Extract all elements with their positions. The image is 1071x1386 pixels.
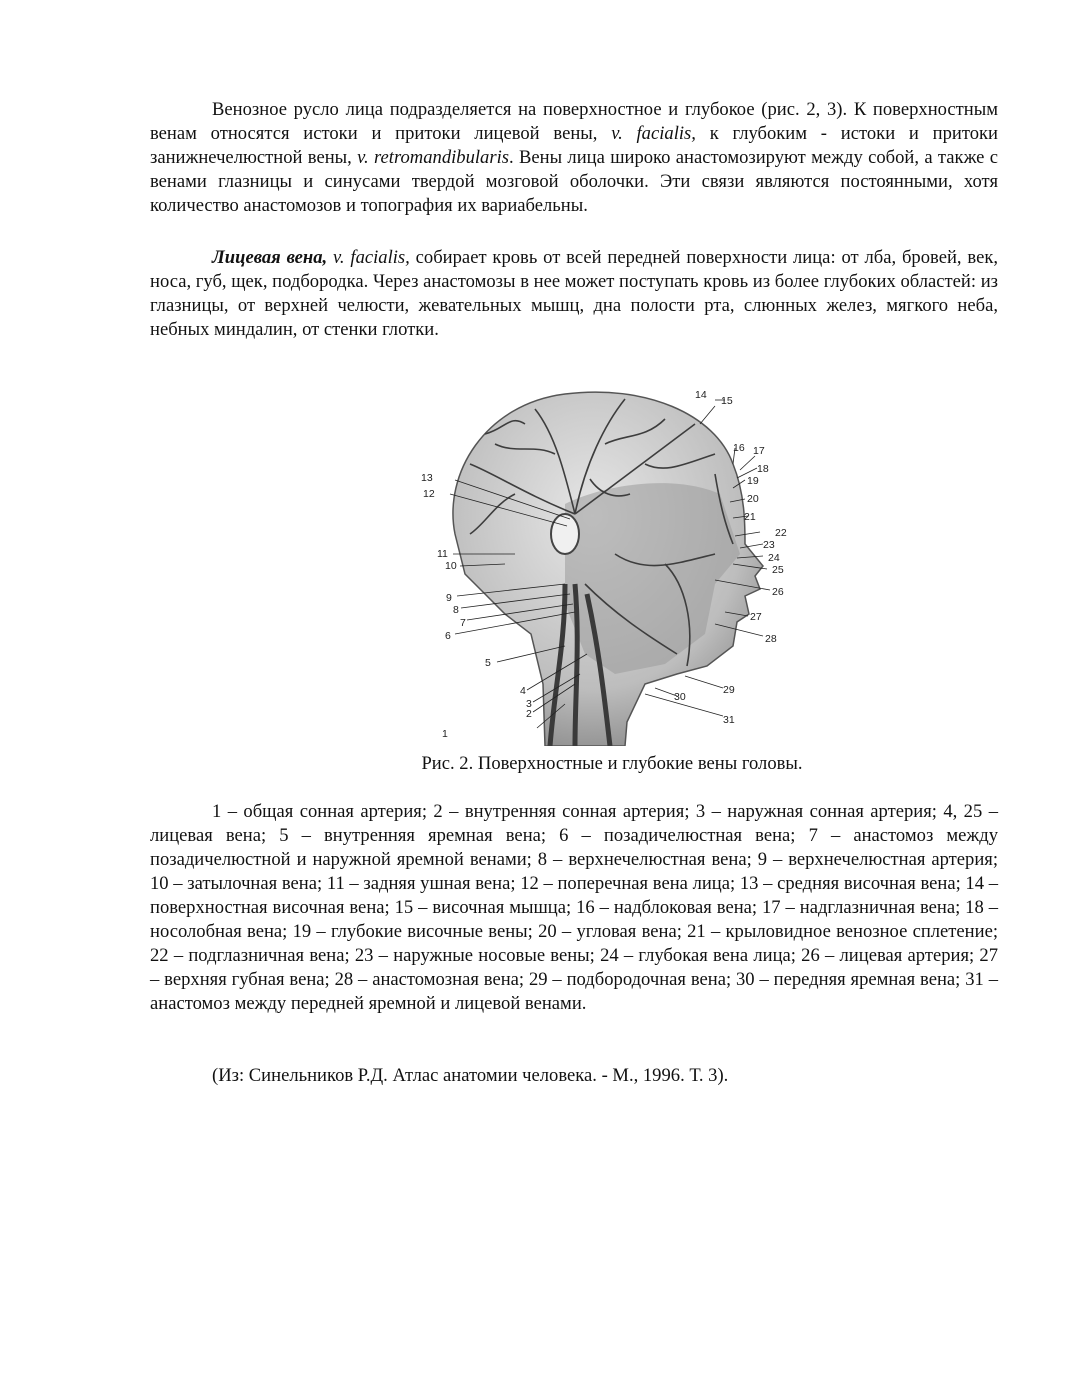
fig-label-14: 14 [695, 389, 707, 401]
fig-label-19: 19 [747, 475, 759, 487]
paragraph-facial-vein [150, 246, 998, 342]
fig-label-1: 1 [442, 728, 448, 740]
p1-part-1: Венозное русло лица подразделяется на поверхностное и глубокое (рис. 2, 3). К поверхностным венам относятся истоки и притоки лицевой вены, [150, 99, 998, 144]
figure-legend [150, 800, 998, 1016]
fig-label-15: 15 [721, 395, 733, 407]
fig-label-8: 8 [453, 604, 459, 616]
fig-label-4: 4 [520, 685, 526, 697]
p2-body: собирает кровь от всей передней поверхности лица: от лба, бровей, век, носа, губ, щек, подбородка. Через анастомозы в нее может поступать кровь из более глубоких областей: из глазницы, от верхней челюсти, жевательных мышц, дна полости рта, слюнных желез, мягкого неба, небных миндалин, от стенки глотки. [150, 247, 999, 340]
head-veins-illustration [415, 384, 805, 746]
latin-term-facialis-2: v. facialis, [327, 247, 410, 268]
paragraph-1-text [150, 98, 998, 218]
p1-part-3: . Вены лица широко анастомозируют между собой, а также с венами глазницы и синусами твердой мозговой оболочки. Эти связи являются постоянными, хотя количество анастомозов и топография их вариабельны. [150, 147, 999, 216]
fig-label-13: 13 [421, 472, 433, 484]
fig-label-9: 9 [446, 592, 452, 604]
latin-term-retromandibularis: v. retromandibularis [357, 147, 509, 168]
paragraph-venous-bed [150, 98, 998, 218]
fig-label-6: 6 [445, 630, 451, 642]
fig-label-26: 26 [772, 586, 784, 598]
fig-label-3: 3 [526, 698, 532, 710]
fig-label-27: 27 [750, 611, 762, 623]
fig-label-20: 20 [747, 493, 759, 505]
fig-label-30: 30 [674, 691, 686, 703]
fig-label-17: 17 [753, 445, 765, 457]
source-citation [150, 1064, 998, 1088]
fig-label-5: 5 [485, 657, 491, 669]
figure-caption: Рис. 2. Поверхностные и глубокие вены головы. [421, 753, 803, 774]
fig-label-16: 16 [733, 442, 745, 454]
fig-label-12: 12 [423, 488, 435, 500]
ear [551, 514, 579, 554]
fig-label-11: 11 [437, 548, 448, 560]
latin-term-facialis: v. facialis, [611, 123, 696, 144]
fig-label-10: 10 [445, 560, 457, 572]
fig-label-25: 25 [772, 564, 784, 576]
fig-label-24: 24 [768, 552, 780, 564]
fig-label-23: 23 [763, 539, 775, 551]
paragraph-2-text [150, 246, 998, 342]
fig-label-31: 31 [723, 714, 735, 726]
fig-label-22: 22 [775, 527, 787, 539]
legend-text: 1 – общая сонная артерия; 2 – внутренняя сонная артерия; 3 – наружная сонная артерия; 4, 25 – лицевая вена; 5 – внутренняя яремная вена; 6 – позадичелюстная вена; 7 – анастомоз между позадичелюстной и наружной яремной венами; 8 – верхнечелюстная вена; 9 – верхнечелюстная артерия; 10 – затылочная вена; 11 – задняя ушная вена; 12 – поперечная вена лица; 13 – средняя височная вена; 14 – поверхностная височная вена; 15 – височная мышца; 16 – надблоковая вена; 17 – надглазничная вена; 18 – носолобная вена; 19 – глубокие височные вены; 20 – угловая вена; 21 – крыловидное венозное сплетение; 22 – подглазничная вена; 23 – наружные носовые вены; 24 – глубокая вена лица; 26 – лицевая артерия; 27 – верхняя губная вена; 28 – анастомозная вена; 29 – подбородочная вена; 30 – передняя яремная вена; 31 – анастомоз между передней яремной и лицевой венами. [150, 801, 998, 1014]
fig-label-29: 29 [723, 684, 735, 696]
fig-label-21: 21 [744, 511, 756, 523]
term-facial-vein: Лицевая вена, [212, 247, 328, 268]
p1-part-2: к глубоким - истоки и притоки занижнечелюстной вены, [150, 123, 999, 168]
source-text: (Из: Синельников Р.Д. Атлас анатомии человека. - М., 1996. Т. 3). [212, 1065, 729, 1086]
fig-label-2: 2 [526, 708, 532, 720]
head-veins-figure [415, 384, 805, 746]
fig-label-7: 7 [460, 617, 466, 629]
fig-label-18: 18 [757, 463, 769, 475]
fig-label-28: 28 [765, 633, 777, 645]
